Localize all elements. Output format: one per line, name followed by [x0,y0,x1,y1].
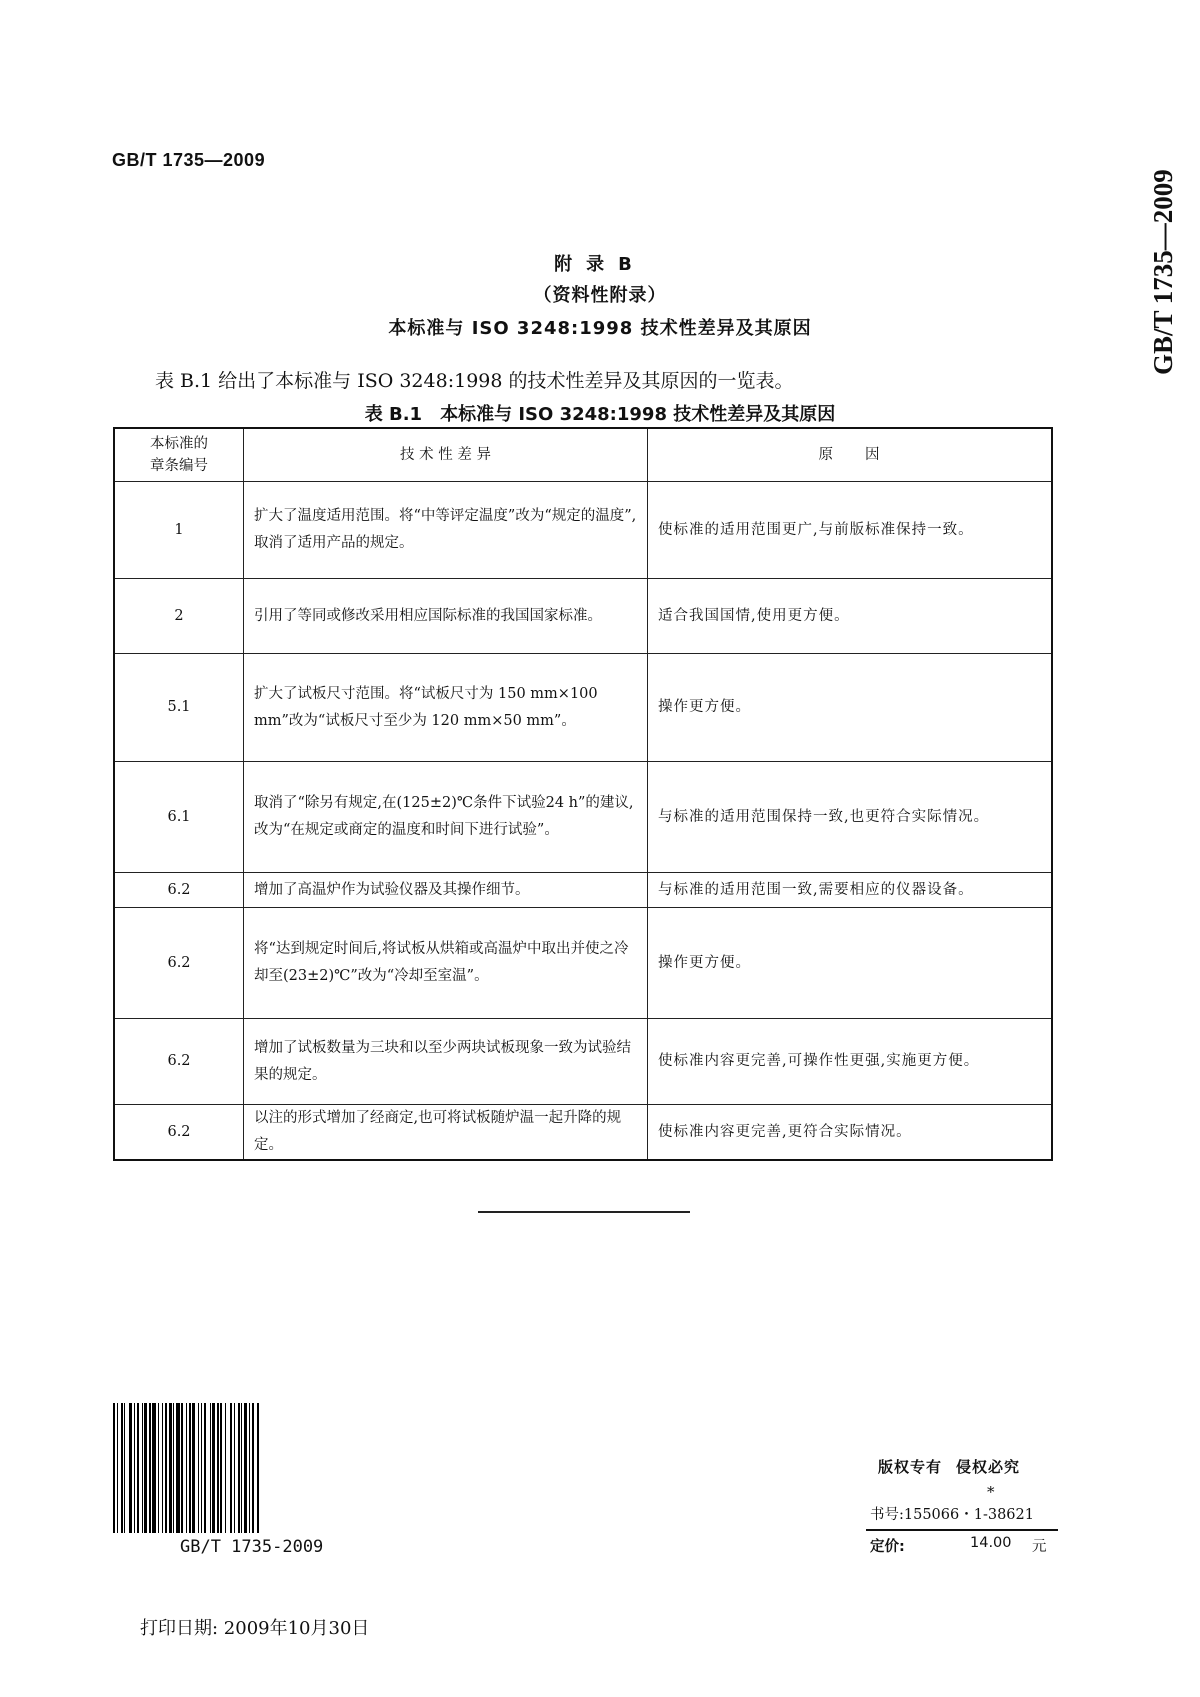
star-mark: * [987,1483,995,1501]
table-row [114,482,1052,579]
cell-difference: 扩大了试板尺寸范围。将“试板尺寸为 150 mm×100 mm”改为“试板尺寸至少为 120 mm×50 mm”。 [244,654,648,762]
appendix-label: 附录B [554,254,646,275]
table-header-row [114,428,1052,482]
table-row [114,1019,1052,1105]
header-clause-line2: 章条编号 [150,458,208,474]
table-row [114,873,1052,908]
barcode-text: GB/T 1735-2009 [180,1537,324,1557]
intro-paragraph: 表 B.1 给出了本标准与 ISO 3248:1998 的技术性差异及其原因的一览表。 [155,370,794,392]
header-reason: 原 因 [648,428,1053,482]
header-clause [114,428,244,482]
barcode-icon [113,1403,396,1533]
document-code-header: GB/T 1735—2009 [112,150,266,170]
header-clause-line1: 本标准的 [150,436,208,452]
header-difference: 技 术 性 差 异 [244,428,648,482]
cell-difference: 引用了等同或修改采用相应国际标准的我国国家标准。 [244,579,648,654]
cell-clause: 6.2 [114,873,244,908]
price-label: 定价: [870,1539,905,1555]
table-row [114,908,1052,1019]
book-number: 书号:155066・1-38621 [870,1507,1034,1523]
cell-clause: 2 [114,579,244,654]
table-row [114,579,1052,654]
cell-difference: 取消了“除另有规定,在(125±2)℃条件下试验24 h”的建议,改为“在规定或商定的温度和时间下进行试验”。 [244,762,648,873]
cell-clause: 6.2 [114,1019,244,1105]
cell-difference: 扩大了温度适用范围。将“中等评定温度”改为“规定的温度”,取消了适用产品的规定。 [244,482,648,579]
cell-clause: 6.2 [114,1105,244,1161]
side-document-code-text: GB/T 1735—2009 [1148,169,1178,375]
cell-clause: 5.1 [114,654,244,762]
differences-table [113,427,1053,1161]
cell-difference: 增加了试板数量为三块和以至少两块试板现象一致为试验结果的规定。 [244,1019,648,1105]
table-caption: 表 B.1 本标准与 ISO 3248:1998 技术性差异及其原因 [364,404,836,425]
cell-reason: 操作更方便。 [648,908,1053,1019]
cell-difference: 将“达到规定时间后,将试板从烘箱或高温炉中取出并使之冷却至(23±2)℃”改为“冷却至室温”。 [244,908,648,1019]
appendix-title: 本标准与 ISO 3248:1998 技术性差异及其原因 [388,318,812,339]
price-line [870,1535,1060,1556]
price-value: 14.00 [970,1535,1012,1551]
cell-clause: 6.2 [114,908,244,1019]
cell-reason: 使标准内容更完善,更符合实际情况。 [648,1105,1053,1161]
price-unit: 元 [1032,1539,1047,1555]
table-row [114,762,1052,873]
cell-reason: 与标准的适用范围保持一致,也更符合实际情况。 [648,762,1053,873]
end-rule [478,1211,690,1213]
copyright-right: 侵权必究 [956,1458,1021,1476]
copyright-left: 版权专有 [878,1458,943,1476]
print-date: 打印日期: 2009年10月30日 [140,1618,370,1639]
table-row [114,1105,1052,1161]
cell-clause: 6.1 [114,762,244,873]
appendix-type: （资料性附录） [533,285,667,306]
cell-reason: 操作更方便。 [648,654,1053,762]
cell-reason: 使标准的适用范围更广,与前版标准保持一致。 [648,482,1053,579]
price-divider [866,1529,1058,1531]
cell-difference: 增加了高温炉作为试验仪器及其操作细节。 [244,873,648,908]
table-row [114,654,1052,762]
copyright-notice [878,1456,1020,1477]
cell-reason: 使标准内容更完善,可操作性更强,实施更方便。 [648,1019,1053,1105]
cell-reason: 与标准的适用范围一致,需要相应的仪器设备。 [648,873,1053,908]
cell-reason: 适合我国国情,使用更方便。 [648,579,1053,654]
cell-clause: 1 [114,482,244,579]
cell-difference: 以注的形式增加了经商定,也可将试板随炉温一起升降的规定。 [244,1105,648,1161]
